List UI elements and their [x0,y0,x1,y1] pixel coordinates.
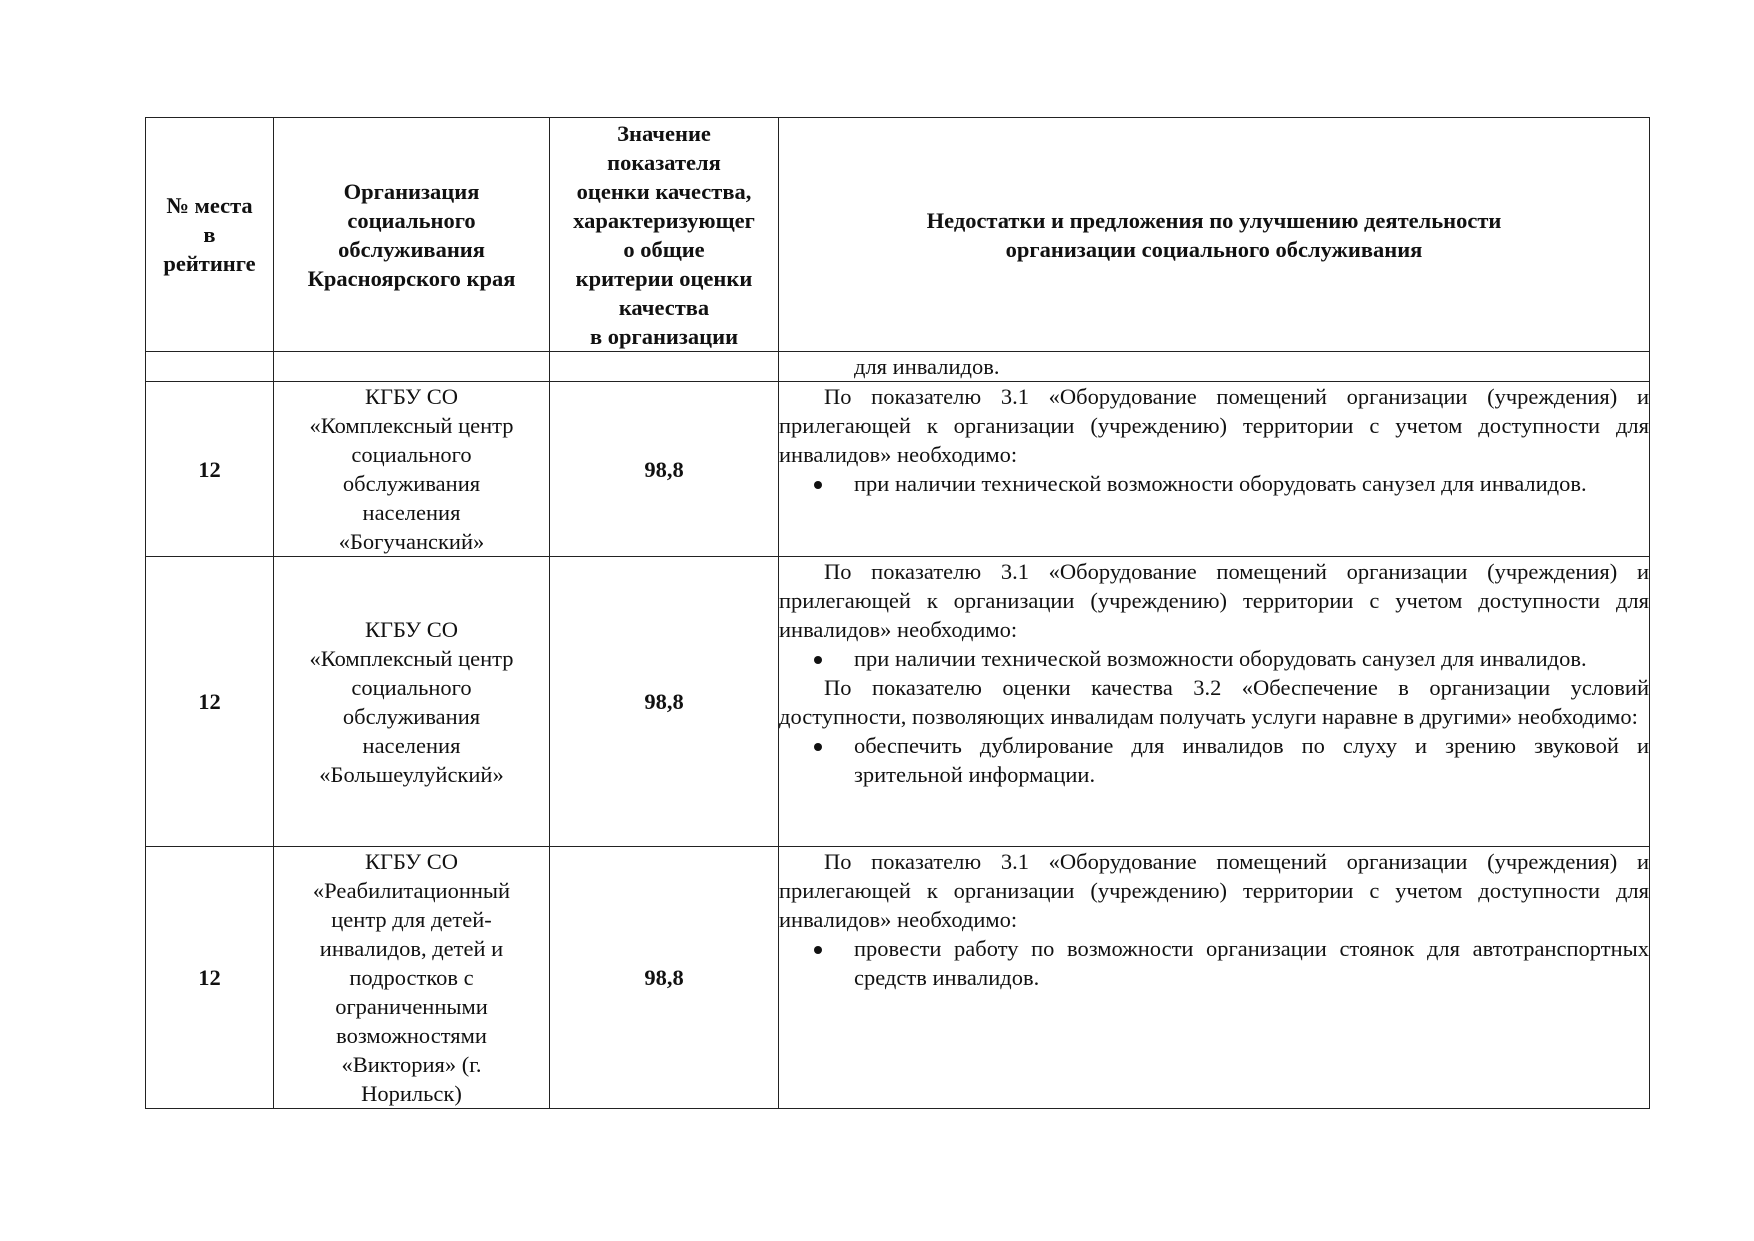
bullet-icon [814,656,822,664]
continuation-text: для инвалидов. [854,354,1000,379]
place-cell: 12 [146,382,274,557]
recommendation-list [779,731,1649,789]
recommendation-list [779,469,1649,498]
recommendation-list [779,934,1649,992]
organization-cell: КГБУ СО «Комплексный центр социального обслуживания населения «Богучанский» [274,382,550,557]
header-organization: Организация социального обслуживания Красноярского края [274,118,550,352]
recommendation-item: провести работу по возможности организации стоянок для автотранспортных средств инвалидов. [854,934,1649,992]
bullet-icon [814,481,822,489]
recommendation-item: обеспечить дублирование для инвалидов по слуху и зрению звуковой и зрительной информации. [854,731,1649,789]
place-cell: 12 [146,847,274,1109]
organization-cell: КГБУ СО «Комплексный центр социального обслуживания населения «Большеулуйский» [274,557,550,847]
continuation-cell [779,352,1650,382]
continuation-row [146,352,1650,382]
bullet-icon [814,743,822,751]
indicator-paragraph: По показателю 3.1 «Оборудование помещений организации (учреждения) и прилегающей к организации (учреждению) территории с учетом доступности для инвалидов» необходимо: [779,849,1649,932]
deficiencies-cell [779,847,1650,1109]
rating-table [145,117,1650,1109]
continuation-empty-cell [550,352,779,382]
bullet-icon [814,946,822,954]
header-score: Значение показателя оценки качества, характеризующег о общие критерии оценки качества в организации [550,118,779,352]
recommendation-item: при наличии технической возможности оборудовать санузел для инвалидов. [854,469,1649,498]
deficiencies-cell [779,557,1650,847]
indicator-paragraph: По показателю оценки качества 3.2 «Обеспечение в организации условий доступности, позволяющих инвалидам получать услуги наравне в другими» необходимо: [779,675,1649,729]
table-row [146,847,1650,1109]
score-cell: 98,8 [550,557,779,847]
score-cell: 98,8 [550,382,779,557]
continuation-empty-cell [146,352,274,382]
place-cell: 12 [146,557,274,847]
table-row [146,382,1650,557]
organization-cell: КГБУ СО «Реабилитационный центр для детей- инвалидов, детей и подростков с ограниченными возможностями «Виктория» (г. Норильск) [274,847,550,1109]
indicator-paragraph: По показателю 3.1 «Оборудование помещений организации (учреждения) и прилегающей к организации (учреждению) территории с учетом доступности для инвалидов» необходимо: [779,384,1649,467]
recommendation-item: при наличии технической возможности оборудовать санузел для инвалидов. [854,644,1649,673]
indicator-paragraph: По показателю 3.1 «Оборудование помещений организации (учреждения) и прилегающей к организации (учреждению) территории с учетом доступности для инвалидов» необходимо: [779,559,1649,642]
continuation-empty-cell [274,352,550,382]
table-row [146,557,1650,847]
deficiencies-cell [779,382,1650,557]
header-place: № места в рейтинге [146,118,274,352]
recommendation-list [779,644,1649,673]
score-cell: 98,8 [550,847,779,1109]
header-deficiencies: Недостатки и предложения по улучшению деятельности организации социального обслуживания [779,118,1650,352]
table-header-row [146,118,1650,352]
